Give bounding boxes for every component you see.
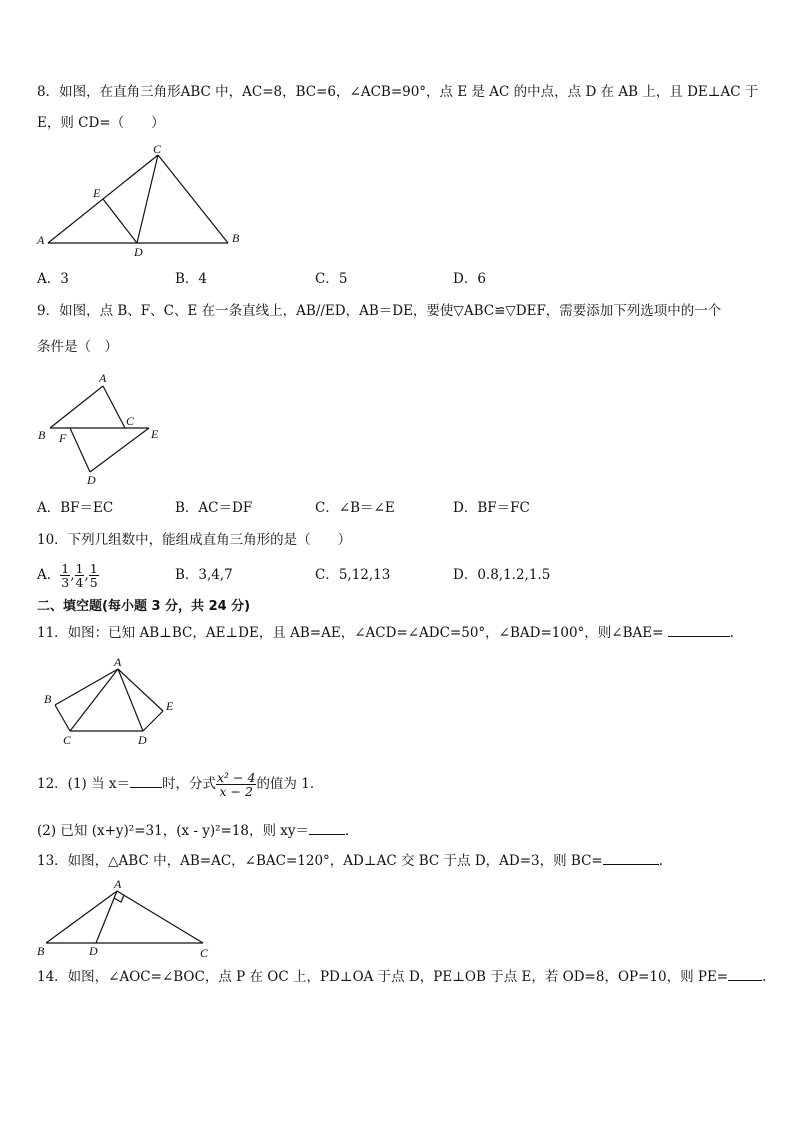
- q13-stem-text: 13．如图，△ABC 中，AB=AC，∠BAC=120°，AD⊥AC 交 BC 于点 D，AD=3，则 BC=: [37, 853, 603, 869]
- q8-label-c: C: [153, 142, 162, 156]
- q8-option-a[interactable]: A．3: [37, 271, 69, 287]
- q12-part2-text: (2) 已知 (x+y)²=31，(x - y)²=18，则 xy＝: [37, 823, 310, 839]
- q9-label-e: E: [151, 427, 159, 441]
- q9-option-b[interactable]: B．AC＝DF: [175, 500, 253, 516]
- q9-option-c[interactable]: C．∠B＝∠E: [315, 500, 395, 516]
- q12-part1-text-c: 的值为 1．: [256, 776, 324, 792]
- q8-option-b[interactable]: B．4: [175, 271, 208, 287]
- q10-stem: 10．下列几组数中，能组成直角三角形的是（ ）: [37, 532, 352, 548]
- q8-label-a: A: [37, 233, 45, 247]
- section-heading-fill-in: 二、填空题(每小题 3 分，共 24 分): [37, 599, 251, 614]
- q8-label-e: E: [93, 186, 101, 200]
- q10-sep-1: ,: [70, 567, 75, 583]
- q9-stem-line2: 条件是（ ）: [37, 339, 118, 355]
- q9-option-a[interactable]: A．BF＝EC: [37, 500, 114, 516]
- q14-stem: [37, 968, 766, 986]
- q10-option-c[interactable]: C．5,12,13: [315, 567, 391, 583]
- q13-label-d: D: [89, 944, 98, 958]
- q10-sep-2: ,: [84, 567, 89, 583]
- q8-stem-line1: 8．如图，在直角三角形ABC 中，AC=8，BC=6，∠ACB=90°，点 E 是 AC 的中点，点 D 在 AB 上，且 DE⊥AC 于: [37, 84, 759, 100]
- q8-option-c[interactable]: C．5: [315, 271, 348, 287]
- q8-stem-line2: E，则 CD=（ ）: [37, 115, 165, 131]
- q11-label-b: B: [44, 692, 52, 706]
- q8-option-d[interactable]: D．6: [453, 271, 486, 287]
- q9-label-a: A: [99, 371, 107, 385]
- q11-label-a: A: [114, 655, 122, 669]
- q11-label-d: D: [138, 733, 147, 747]
- q13-label-b: B: [37, 944, 45, 958]
- q11-stem-text: 11．如图：已知 AB⊥BC，AE⊥DE，且 AB=AE，∠ACD=∠ADC=50°，∠BAD=100°，则∠BAE=: [37, 625, 664, 641]
- q9-label-c: C: [126, 414, 135, 428]
- q11-end: .: [729, 625, 735, 641]
- q12-fraction: $\frac{\text{x² − 4}}{x - 2}$: [217, 770, 256, 799]
- q9-label-f: F: [59, 431, 67, 445]
- q12-part2-end: ．: [345, 823, 359, 839]
- q14-answer-blank[interactable]: [728, 968, 762, 981]
- q8-label-d: D: [134, 245, 143, 259]
- q10-option-b[interactable]: B．3,4,7: [175, 567, 233, 583]
- q9-stem-line1: 9．如图，点 B、F、C、E 在一条直线上，AB//ED，AB＝DE，要使▽ABC≌▽DEF，需要添加下列选项中的一个: [37, 303, 722, 319]
- q8-label-b: B: [232, 231, 240, 245]
- q9-label-b: B: [38, 428, 46, 442]
- q10-frac-2: $\frac{1}{4}$: [75, 561, 84, 590]
- q10-frac-3: $\frac{1}{5}$: [89, 561, 98, 590]
- q10-frac-1: $\frac{1}{3}$: [61, 561, 70, 590]
- q14-stem-text: 14．如图，∠AOC=∠BOC，点 P 在 OC 上，PD⊥OA 于点 D，PE⊥OB 于点 E，若 OD=8，OP=10，则 PE=: [37, 969, 729, 985]
- q9-option-d[interactable]: D．BF＝FC: [453, 500, 530, 516]
- q13-label-a: A: [114, 877, 122, 891]
- q10-option-a-prefix: A．: [37, 567, 61, 583]
- q12-part1-text-b: 时，分式: [162, 776, 216, 792]
- q10-option-d[interactable]: D．0.8,1.2,1.5: [453, 567, 551, 583]
- q12-part1-text-a: 12．(1) 当 x＝: [37, 776, 130, 792]
- q14-end: .: [762, 969, 767, 985]
- q11-label-e: E: [166, 699, 174, 713]
- q13-end: .: [658, 853, 664, 869]
- q9-label-d: D: [87, 473, 96, 487]
- q13-label-c: C: [200, 946, 209, 960]
- q11-label-c: C: [63, 733, 72, 747]
